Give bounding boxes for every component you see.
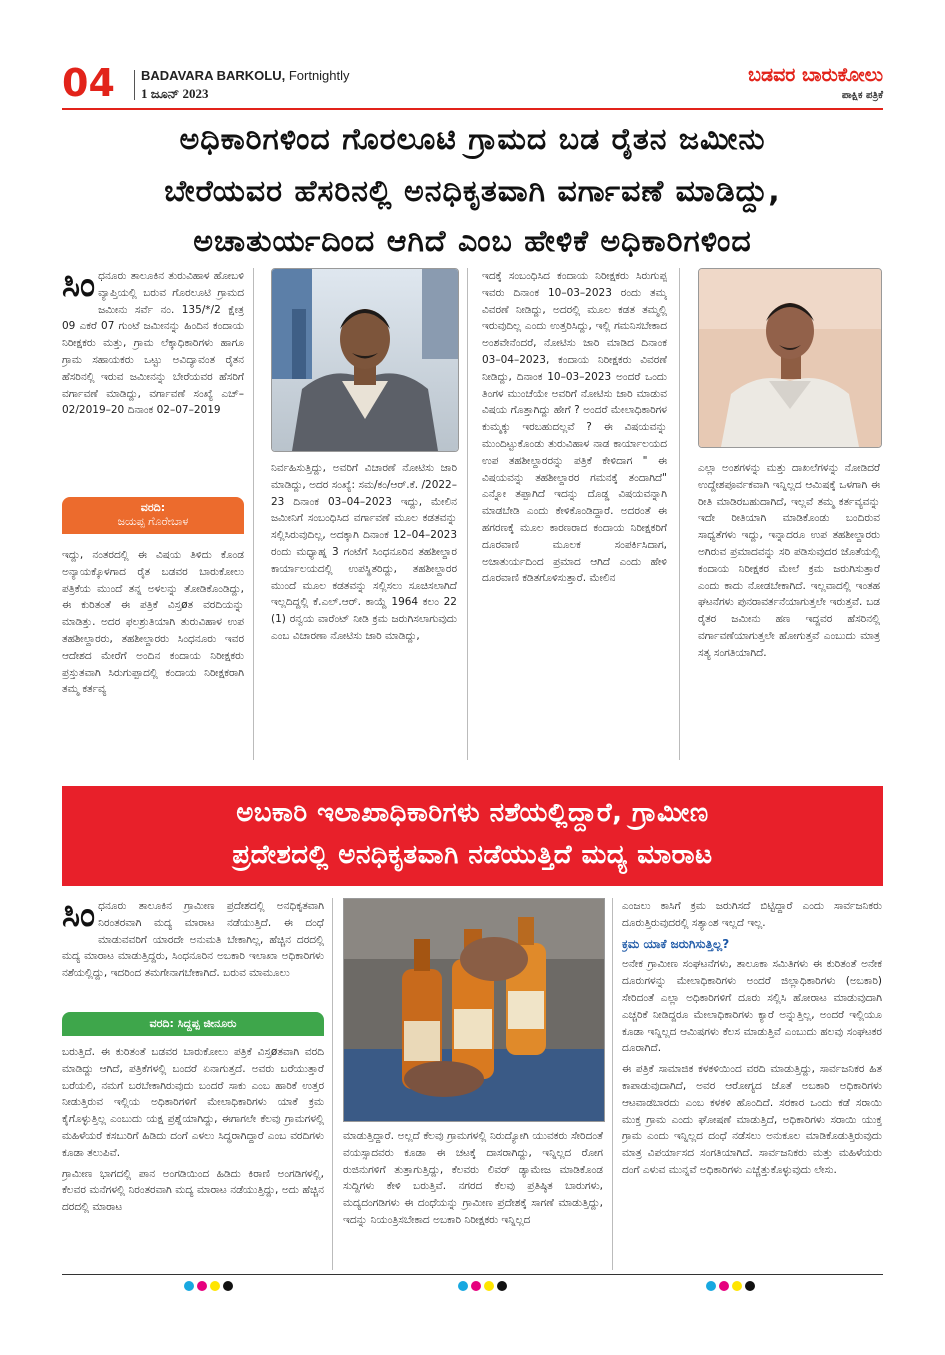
story2-headline-line-1: ಅಬಕಾರಿ ಇಲಾಖಾಧಿಕಾರಿಗಳು ನಶೆಯಲ್ಲಿದ್ದಾರೆ, ಗ್ರಾಮೀಣ: [236, 798, 709, 828]
story2-col3-paragraph-1: ಅನೇಕ ಗ್ರಾಮೀಣ ಸಂಘಟನೆಗಳು, ತಾಲೂಕಾ ಸಮಿತಿಗಳು ಈ ಕುರಿತಂತೆ ಅನೇಕ ದೂರುಗಳನ್ನು ಮೇಲಾಧಿಕಾರಿಗಳು ಅಂದರೆ ಜಿಲ್ಲಾಧಿಕಾರಿಗಳು (ಅಬಕಾರಿ) ಸೇರಿದಂತೆ ಎಲ್ಲಾ ಅಧಿಕಾರಿಗಳಿಗೆ ದೂರು ಸಲ್ಲಿಸಿ ಹೋರಾಟ ಮಾಡುವುದಾಗಿ ಎಚ್ಚರಿಕೆ ನೀಡಿದ್ದರೂ ಮೇಲಾಧಿಕಾರಿಗಳು ಕ್ಯಾರೆ ಅನ್ನುತ್ತಿಲ್ಲ, ಅಂದರೆ ಇಲ್ಲಿಯೂ ಕೂಡಾ ಇನ್ನಿಲ್ಲದ ಆಮಿಷಗಳು ಕೆಲಸ ಮಾಡುತ್ತಿವೆ ಎಂಬುದು ಹಲವು ಸಂಘಟಕರ ದೂರಾಗಿದೆ.: [622, 958, 882, 1055]
story1-dropcap: ಸಿಂ: [62, 268, 96, 305]
column-rule: [679, 268, 680, 760]
black-dot: [223, 1281, 233, 1291]
photo-farmer-image: [272, 269, 458, 451]
story1-col4-text: ಎಲ್ಲಾ ಅಂಶಗಳನ್ನು ಮತ್ತು ದಾಖಲೆಗಳನ್ನು ನೋಡಿದರೆ ಉದ್ದೇಶಪೂರ್ವಕವಾಗಿ ಇನ್ನಿಲ್ಲದ ಆಮಿಷಕ್ಕೆ ಒಳಗಾಗಿ ಈ ರೀತಿ ಮಾಡಿರಬಹುದಾಗಿದೆ, ಇಲ್ಲವೆ ತಮ್ಮ ಕರ್ತವ್ಯವನ್ನು ಇದೇ ರೀತಿಯಾಗಿ ಮಾಡಿಕೊಂಡು ಬಂದಿರುವ ಸಾಧ್ಯತೆಗಳು ಇದ್ದು, ಇನ್ನಾದರೂ ಉಪ ತಹಶೀಲ್ದಾರರು ಅಗಿರುವ ಪ್ರಮಾದವನ್ನು ಸರಿ ಪಡಿಸುವುದರ ಜೊತೆಯಲ್ಲಿ ಕಂದಾಯ ನಿರೀಕ್ಷಕರ ಮೇಲೆ ಕ್ರಮ ಜರುಗಿಸುತ್ತಾರೆ ಎಂದು ಕಾದು ನೋಡಬೇಕಾಗಿದೆ. ಇಲ್ಲವಾದಲ್ಲಿ ಇಂತಹ ಘಟನೆಗಳು ಪುನರಾವರ್ತನೆಯಾಗುತ್ತಲೇ ಇರುತ್ತವೆ. ಬಡ ರೈತರ ಜಮೀನು ಹಣ ಇದ್ದವರ ಹೆಸರಿನಲ್ಲಿ ವರ್ಗಾವಣೆಯಾಗುತ್ತಲೇ ಹೋಗುತ್ತವೆ ಎಂಬುದು ಮಾತ್ರ ಸತ್ಯ ಸಂಗತಿಯಾಗಿದೆ.: [698, 462, 880, 659]
header-rule: [62, 108, 883, 110]
magenta-dot: [719, 1281, 729, 1291]
story2-headline-banner: [62, 786, 883, 886]
column-rule: [467, 268, 468, 760]
photo-official-image: [699, 269, 881, 447]
story2-col1-rest: ಬರುತ್ತಿದೆ. ಈ ಕುರಿತಂತೆ ಬಡವರ ಬಾರುಕೋಲು ಪತ್ರಿಕೆ ವಿಸ್ತøತವಾಗಿ ವರದಿ ಮಾಡಿದ್ದು ಆಗಿದೆ, ಪತ್ರಿಕೆಗಳಲ್ಲಿ ಬಂದರೆ ಏನಾಗುತ್ತದೆ. ಅವರು ಬರೆಯುತ್ತಾರೆ ಬರೆಯಲಿ, ನಮಗೆ ಬರಬೇಕಾಗಿರುವುದು ಬಂದರೆ ಸಾಕು ಎಂಬ ಹಾರಿಕೆ ಉತ್ತರ ನೀಡುತ್ತಿರುವ ಇಲ್ಲಿಯ ಅಧಿಕಾರಿಗಳಿಗೆ ಮೇಲಾಧಿಕಾರಿಗಳು ಯಾಕೆ ಕ್ರಮ ಕೈಗೊಳ್ಳುತ್ತಿಲ್ಲ ಎಂಬುದು ಯಕ್ಷ ಪ್ರಶ್ನೆಯಾಗಿದ್ದು, ಈಗಾಗಲೇ ಕೆಲವು ಗ್ರಾಮಗಳಲ್ಲಿ ಮಹಿಳೆಯರೆ ಕಸಬುರಿಗೆ ಹಿಡಿದು ದಂಗೆ ಎಳಲು ಸಿದ್ಧರಾಗಿದ್ದಾರೆ ಎಂಬ ವರದಿಗಳು ಕೂಡಾ ತಲುಪಿವೆ.: [62, 1046, 324, 1159]
story1-headline-line-1: ಅಧಿಕಾರಿಗಳಿಂದ ಗೊರಲೂಟಿ ಗ್ರಾಮದ ಬಡ ರೈತನ ಜಮೀನು: [179, 122, 766, 157]
story1-byline-label: ವರದಿ:: [140, 501, 166, 514]
magenta-dot: [471, 1281, 481, 1291]
story2-dropcap: ಸಿಂ: [62, 898, 96, 935]
story2-col2-text: ಮಾಡುತ್ತಿದ್ದಾರೆ. ಅಲ್ಲದೆ ಕೆಲವು ಗ್ರಾಮಗಳಲ್ಲಿ ನಿರುದ್ಯೋಗಿ ಯುವಕರು ಸೇರಿದಂತೆ ವಯಸ್ಸಾದವರು ಕೂಡಾ ಈ ಚಟಕ್ಕೆ ದಾಸರಾಗಿದ್ದು, ಇನ್ನಿಲ್ಲದ ರೋಗ ರುಜಿನುಗಳಿಗೆ ತುತ್ತಾಗುತ್ತಿದ್ದು, ಕೆಲವರು ಲಿವರ್ ಡ್ಯಾಮೇಜ ಮಾಡಿಕೊಂಡ ಸುದ್ದಿಗಳು ಕೇಳಿ ಬರುತ್ತಿವೆ. ನಗರದ ಕೆಲವು ಪ್ರತಿಷ್ಠಿತ ಬಾರುಗಳು, ಮದ್ಯದಂಗಡಿಗಳು ಈ ದಂಧೆಯನ್ನು ಗ್ರಾಮೀಣ ಪ್ರದೇಶಕ್ಕೆ ಸಾಗಣೆ ಮಾಡುತ್ತಿದ್ದು, ಇದನ್ನು ನಿಯಂತ್ರಿಸಬೇಕಾದ ಅಬಕಾರಿ ನಿರೀಕ್ಷಕರು ಇನ್ನಿಲ್ಲದ: [343, 1130, 603, 1226]
story1-col1-rest: ಇದ್ದು, ನಂತರದಲ್ಲಿ ಈ ವಿಷಯ ತಿಳಿದು ಕೊಂಡ ಅನ್ಯಾಯಕ್ಕೊಳಗಾದ ರೈತ ಬಡವರ ಬಾರುಕೋಲು ಪತ್ರಿಕೆಯ ಮುಂದೆ ತನ್ನ ಅಳಲನ್ನು ತೋಡಿಕೊಂಡಿದ್ದು, ಈ ಕುರಿತಂತೆ ಈ ಪತ್ರಿಕೆ ವಿಸ್ತøತ ವರದಿಯನ್ನು ಮಾಡಿತ್ತು. ಅದರ ಫಲಶ್ರುತಿಯಾಗಿ ತುರುವಿಹಾಳ ಉಪ ತಹಶೀಲ್ದಾರರು, ತಹಶೀಲ್ದಾರರು ಸಿಂಧನೂರು ಇವರ ಆದೇಶದ ಮೇರೆಗೆ ಅಂದಿನ ಕಂದಾಯ ನಿರೀಕ್ಷಕರು ಪ್ರಸ್ತುತವಾಗಿ ಸಿರುಗುಪ್ಪಾದಲ್ಲಿ ಕಂದಾಯ ನಿರೀಕ್ಷಕರಾಗಿ ತಮ್ಮ ಕರ್ತವ್ಯ: [62, 549, 244, 696]
black-dot: [745, 1281, 755, 1291]
story1-col3-text: ಇದಕ್ಕೆ ಸಂಬಂಧಿಸಿದ ಕಂದಾಯ ನಿರೀಕ್ಷಕರು ಸಿರುಗುಪ್ಪ ಇವರು ದಿನಾಂಕ 10–03–2023 ರಂದು ತಮ್ಮ ವಿವರಣೆ ನೀಡಿದ್ದು, ಅದರಲ್ಲಿ ಮೂಲ ಕಡತ ತಮ್ಮಲ್ಲಿ ಇರುವುದಿಲ್ಲ ಎಂದು ಉತ್ತರಿಸಿದ್ದು, ಇಲ್ಲಿ ಗಮನಿಸಬೇಕಾದ ಅಂಶವೇನೆಂದರೆ, ನೋಟಿಸು ಜಾರಿ ಮಾಡಿದ ದಿನಾಂಕ 03–04–2023, ಕಂದಾಯ ನಿರೀಕ್ಷಕರು ವಿವರಣೆ ನೀಡಿದ್ದು, ದಿನಾಂಕ 10–03–2023 ಅಂದರೆ ಒಂದು ತಿಂಗಳ ಮುಂಚೆಯೇ ಅವರಿಗೆ ನೋಟಿಸು ಜಾರಿ ಮಾಡುವ ವಿಷಯ ಗೊತ್ತಾಗಿದ್ದು ಹೇಗೆ ? ಅಂದರೆ ಮೇಲಾಧಿಕಾರಿಗಳ ಕುಮ್ಮಕ್ಕು ಇರಬಹುದಲ್ಲವೆ ? ಈ ವಿಷಯವನ್ನು ಮುಂದಿಟ್ಟುಕೊಂಡು ತುರುವಿಹಾಳ ನಾಡ ಕಾರ್ಯಾಲಯದ ಉಪ ತಹಶೀಲ್ದಾರರನ್ನು ಪತ್ರಿಕೆ ಕೇಳಿದಾಗ " ಈ ವಿಷಯವನ್ನು ತಹಶೀಲ್ದಾರರ ಗಮನಕ್ಕೆ ತಂದಾಗಿದೆ" ಎನ್ನೋ ತಪ್ಪಾಗಿದೆ ಇದನ್ನು ದೊಡ್ಡ ವಿಷಯವನ್ನಾಗಿ ಮಾಡಬೇಡಿ ಎಂದು ಕೇಳಿಕೊಂಡಿದ್ದಾರೆ. ಅದರಂತೆ ಈ ಹಗರಣಕ್ಕೆ ಮೂಲ ಕಾರಣರಾದ ಕಂದಾಯ ನಿರೀಕ್ಷಕರಿಗೆ ದೂರವಾಣಿ ಮೂಲಕ ಸಂಪರ್ಕಿಸಿದಾಗ, ಅಚಾತುರ್ಯದಿಂದ ಪ್ರಮಾದ ಆಗಿದೆ ಎಂದು ಹೇಳಿ ದೂರವಾಣಿ ಕಡಿತಗೊಳಿಸುತ್ತಾರೆ. ಮೇಲಿನ: [482, 270, 667, 585]
story1-headline-line-3: ಅಚಾತುರ್ಯದಿಂದ ಆಗಿದೆ ಎಂಬ ಹೇಳಿಕೆ ಅಧಿಕಾರಿಗಳಿಂದ: [193, 224, 752, 259]
column-rule: [253, 268, 254, 760]
story2-byline: ವರದಿ: ಸಿದ್ದಪ್ಪ ಜೀನೂರು: [62, 1012, 324, 1036]
story1-column-3: [482, 268, 667, 760]
story2-col3-top: ಎಂಜಲು ಕಾಸಿಗೆ ಕ್ರಮ ಜರುಗಿಸದೆ ಬಿಟ್ಟಿದ್ದಾರೆ ಎಂದು ಸಾರ್ವಜನಿಕರು ದೂರುತ್ತಿರುವುದರಲ್ಲಿ ಸತ್ಯಾಂಶ ಇಲ್ಲದೆ ಇಲ್ಲ.: [622, 900, 882, 929]
column-rule: [612, 898, 613, 1270]
header-separator: [134, 70, 135, 100]
story2-column-1-continued: [62, 1044, 324, 1269]
yellow-dot: [732, 1281, 742, 1291]
story1-column-4: [698, 460, 880, 760]
yellow-dot: [484, 1281, 494, 1291]
story2-column-1: [62, 898, 324, 1006]
black-dot: [497, 1281, 507, 1291]
publication-name: [141, 68, 350, 83]
cyan-dot: [458, 1281, 468, 1291]
story2-column-3: [622, 898, 882, 1270]
story2-subhead: ಕ್ರಮ ಯಾಕೆ ಜರುಗಿಸುತ್ತಿಲ್ಲ?: [622, 936, 730, 951]
issue-date: 1 ಜೂನ್ 2023: [141, 86, 209, 101]
story2-photo-bottles: [343, 898, 605, 1122]
column-rule: [332, 898, 333, 1270]
masthead-subtitle: ಪಾಕ್ಷಿಕ ಪತ್ರಿಕೆ: [841, 90, 883, 101]
yellow-dot: [210, 1281, 220, 1291]
publication-frequency: Fortnightly: [288, 68, 350, 83]
photo-bottles-image: [344, 899, 604, 1121]
story1-headline-line-2: ಬೇರೆಯವರ ಹೆಸರಿನಲ್ಲಿ ಅನಧಿಕೃತವಾಗಿ ವರ್ಗಾವಣೆ ಮಾಡಿದ್ದು,: [164, 174, 781, 209]
publication-title: BADAVARA BARKOLU,: [141, 68, 286, 83]
magenta-dot: [197, 1281, 207, 1291]
masthead-title: ಬಡವರ ಬಾರುಕೋಲು: [748, 64, 883, 86]
story1-col1-intro: ಧನೂರು ತಾಲೂಕಿನ ತುರುವಿಹಾಳ ಹೋಬಳಿ ವ್ಯಾಪ್ತಿಯಲ್ಲಿ ಬರುವ ಗೊರಲೂಟಿ ಗ್ರಾಮದ ಜಮೀನು ಸರ್ವೆ ನಂ. 135/*/2 ಕ್ಷೇತ್ರ 09 ಎಕರೆ 07 ಗುಂಟೆ ಜಮೀನನ್ನು ಹಿಂದಿನ ಕಂದಾಯ ನಿರೀಕ್ಷಕರು ಮತ್ತು, ಗ್ರಾಮ ಲೆಕ್ಕಾಧಿಕಾರಿಗಳು ಹಾಗೂ ಗ್ರಾಮ ಸಹಾಯಕರು ಒಟ್ಟು ಅವಿದ್ಯಾವಂತ ರೈತನ ಹೆಸರಿನಲ್ಲಿ ಇರುವ ಜಮೀನನ್ನು ಬೇರೆಯವರ ಹೆಸರಿಗೆ ವರ್ಗಾವಣೆ ಮಾಡಿದ್ದು, ವರ್ಗಾವಣೆ ಸಂಖ್ಯೆ ಎಚ್– 02/2019–20 ದಿನಾಂಕ 02–07–2019: [62, 270, 244, 417]
page-number: 04: [62, 61, 115, 105]
registration-mark-center: [458, 1281, 507, 1291]
footer-rule: [62, 1274, 883, 1275]
story1-byline-name: ಜಯಪ್ಪ ಗೊರೇಬಾಳ: [117, 515, 189, 528]
story1-photo-farmer: [271, 268, 459, 452]
story1-column-1: [62, 268, 244, 493]
cyan-dot: [706, 1281, 716, 1291]
cyan-dot: [184, 1281, 194, 1291]
story2-column-2: [343, 1128, 603, 1270]
story1-col2-text: ನಿರ್ವಹಿಸುತ್ತಿದ್ದು, ಅವರಿಗೆ ವಿಚಾರಣೆ ನೋಟಿಸು ಜಾರಿ ಮಾಡಿದ್ದು, ಅದರ ಸಂಖ್ಯೆ: ಸಮ/ಕಂ/ಆರ್.ಕೆ. /2022–23 ದಿನಾಂಕ 03–04–2023 ಇದ್ದು, ಮೇಲಿನ ಜಮೀನಿಗೆ ಸಂಬಂಧಿಸಿದ ವರ್ಗಾವಣೆ ಮೂಲ ಕಡತವನ್ನು ಸಲ್ಲಿಸಿರುವುದಿಲ್ಲ, ಅದಕ್ಕಾಗಿ ದಿನಾಂಕ 12–04–2023 ರಂದು ಮಧ್ಯಾಹ್ನ 3 ಗಂಟೆಗೆ ಸಿಂಧನೂರಿನ ತಹಶೀಲ್ದಾರ ಕಾರ್ಯಾಲಯದಲ್ಲಿ ಉಪಸ್ಥಿತರಿದ್ದು, ತಹಶೀಲ್ದಾರರ ಮುಂದೆ ಮೂಲ ಕಡತವನ್ನು ಸಲ್ಲಿಸಲು ಸೂಚಿಸಲಾಗಿದೆ ಇಲ್ಲದಿದ್ದಲ್ಲಿ ಕೆ.ಎಲ್.ಆರ್. ಕಾಯ್ದೆ 1964 ಕಲಂ 22 (1) ರನ್ವಯ ವಾರೆಂಟ್ ನೀಡಿ ಕ್ರಮ ಜರುಗಿಸಲಾಗುವುದು ಎಂಬ ವಿಚಾರಣಾ ನೋಟಿಸು ಜಾರಿ ಮಾಡಿದ್ದು,: [271, 462, 457, 642]
story1-byline: [62, 497, 244, 534]
story1-photo-official: [698, 268, 882, 448]
story2-headline-line-2: ಪ್ರದೇಶದಲ್ಲಿ ಅನಧಿಕೃತವಾಗಿ ನಡೆಯುತ್ತಿದೆ ಮದ್ಯ ಮಾರಾಟ: [232, 840, 713, 870]
registration-mark-left: [184, 1281, 233, 1291]
registration-mark-right: [706, 1281, 755, 1291]
story1-column-1-continued: [62, 547, 244, 759]
story2-col3-paragraph-2: ಈ ಪತ್ರಿಕೆ ಸಾಮಾಜಿಕ ಕಳಕಳಿಯಿಂದ ವರದಿ ಮಾಡುತ್ತಿದ್ದು, ಸಾರ್ವಜನಿಕರ ಹಿತ ಕಾಪಾಡುವುದಾಗಿದೆ, ಅವರ ಆರೋಗ್ಯದ ಜೊತೆ ಅಬಕಾರಿ ಅಧಿಕಾರಿಗಳು ಆಟವಾಡಬಾರದು ಎಂಬ ಕಳಕಳಿ ಹೊಂದಿದೆ. ಸರಕಾರ ಒಂದು ಕಡೆ ಸರಾಯಿ ಮುಕ್ತ ಗ್ರಾಮ ಎಂದು ಘೋಷಣೆ ಮಾಡುತ್ತಿದೆ, ಅಧಿಕಾರಿಗಳು ಸರಾಯಿ ಯುಕ್ತ ಗ್ರಾಮ ಎಂದು ಇನ್ನಿಲ್ಲದ ದಂಧೆ ನಡೆಸಲು ಅನುಕೂಲ ಮಾಡಿಕೊಡುತ್ತಿರುವುದು ಮಾತ್ರ ವಿಪರ್ಯಾಸದ ಸಂಗತಿಯಾಗಿದೆ. ಸಾರ್ವಜನಿಕರು ಮತ್ತು ಮಹಿಳೆಯರು ದಂಗೆ ಎಳುವ ಮುನ್ನವೆ ಅಧಿಕಾರಿಗಳು ಎಚ್ಚೆತ್ತುಕೊಳ್ಳುವುದು ಲೇಸು.: [622, 1063, 882, 1176]
story2-col1-rest2: ಗ್ರಾಮೀಣ ಭಾಗದಲ್ಲಿ ಪಾನ ಅಂಗಡಿಯಿಂದ ಹಿಡಿದು ಕಿರಾಣಿ ಅಂಗಡಿಗಳಲ್ಲಿ, ಕೆಲವರ ಮನೆಗಳಲ್ಲಿ ನಿರಂತರವಾಗಿ ಮದ್ಯ ಮಾರಾಟ ನಡೆಯುತ್ತಿದ್ದು, ಅದು ಹೆಚ್ಚಿನ ದರದಲ್ಲಿ ಮಾರಾಟ: [62, 1167, 324, 1214]
story2-col1-intro: ಧನೂರು ತಾಲೂಕಿನ ಗ್ರಾಮೀಣ ಪ್ರದೇಶದಲ್ಲಿ ಅನಧಿಕೃತವಾಗಿ ನಿರಂತರವಾಗಿ ಮದ್ಯ ಮಾರಾಟ ನಡೆಯುತ್ತಿದೆ. ಈ ದಂಧೆ ಮಾಡುವವರಿಗೆ ಯಾರದೇ ಅನುಮತಿ ಬೇಕಾಗಿಲ್ಲ, ಹೆಚ್ಚಿನ ದರದಲ್ಲಿ ಮದ್ಯ ಮಾರಾಟ ಮಾಡುತ್ತಿದ್ದರು, ಸಿಂಧನೂರಿನ ಅಬಕಾರಿ ಇಲಾಖಾ ಅಧಿಕಾರಿಗಳು ನಶೆಯಲ್ಲಿದ್ದು, ಇದರಿಂದ ತಮಗೇನಾಗಬೇಕಾಗಿದೆ. ಬರುವ ಮಾಮೂಲು: [62, 900, 324, 980]
story1-column-2: [271, 460, 457, 760]
